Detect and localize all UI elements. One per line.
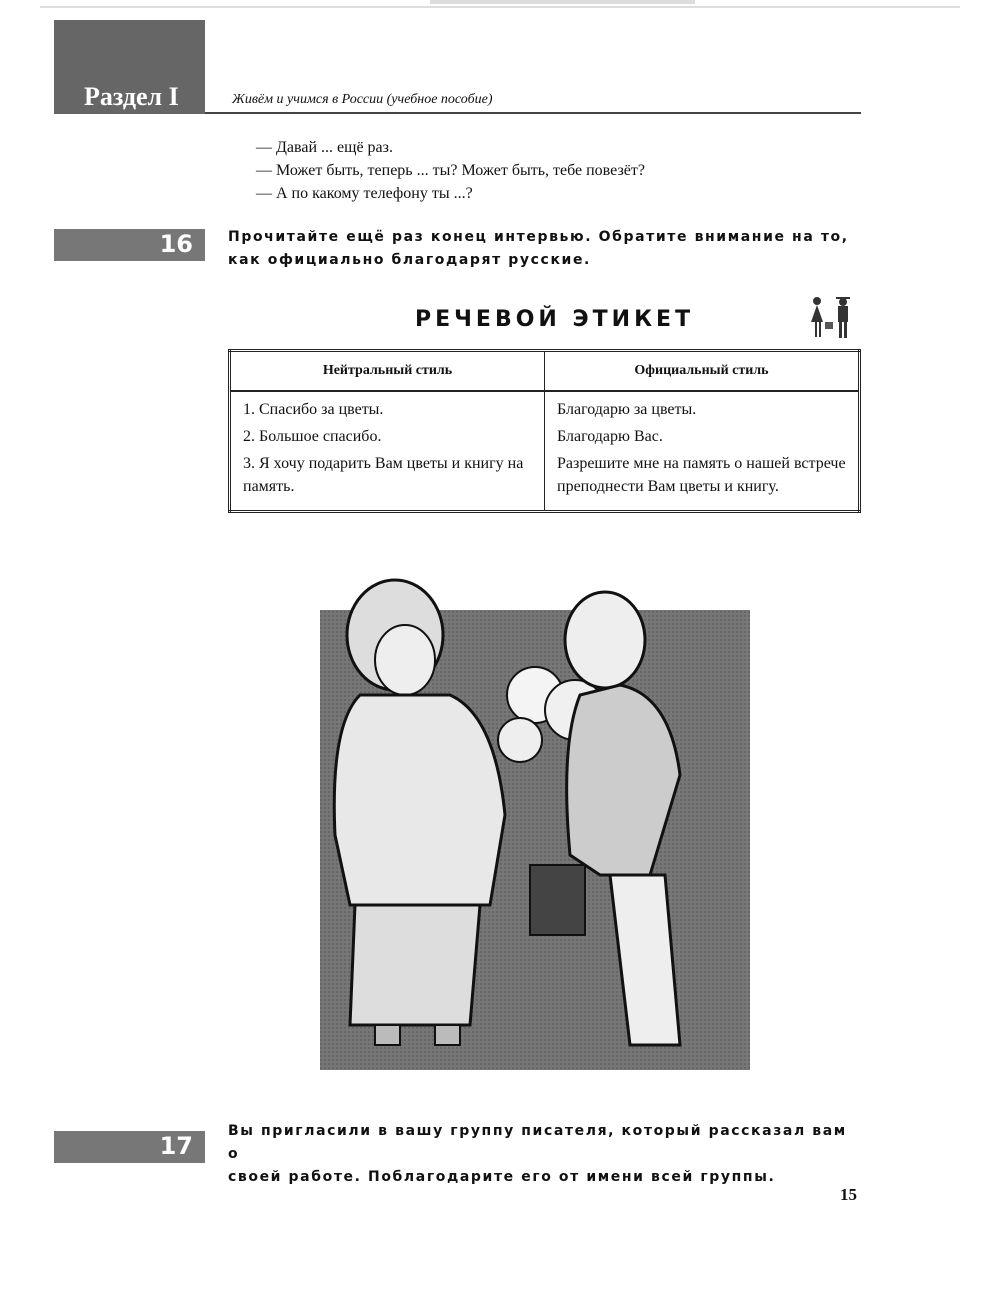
- page-number: 15: [840, 1185, 857, 1204]
- neutral-phrase: 3. Я хочу подарить Вам цветы и книгу на память.: [243, 455, 524, 495]
- exercise-16-text: [228, 226, 858, 272]
- dialog: [256, 136, 645, 205]
- exercise-17-number-box: [54, 1131, 205, 1163]
- exercise-line: Вы пригласили в вашу группу писателя, который рассказал вам о: [228, 1123, 847, 1162]
- exercise-17-text: [228, 1120, 858, 1189]
- exercise-number: 16: [159, 230, 193, 258]
- dialog-line: — А по какому телефону ты ...?: [256, 185, 473, 202]
- official-phrase: Разрешите мне на память о нашей встрече преподнести Вам цветы и книгу.: [557, 455, 846, 495]
- section-label: Раздел I: [84, 82, 179, 111]
- neutral-phrase: 2. Большое спасибо.: [243, 428, 382, 445]
- couple-figures-icon: [805, 296, 855, 340]
- official-cell: [545, 391, 860, 512]
- neutral-phrase: 1. Спасибо за цветы.: [243, 401, 384, 418]
- top-tab: [430, 0, 695, 4]
- illustration-flower-gift: [320, 575, 750, 1070]
- section-label-box: [54, 20, 205, 114]
- official-phrase: Благодарю за цветы.: [557, 401, 697, 418]
- exercise-line: как официально благодарят русские.: [228, 252, 591, 268]
- neutral-cell: [230, 391, 545, 512]
- official-phrase: Благодарю Вас.: [557, 428, 663, 445]
- column-header: Нейтральный стиль: [230, 351, 545, 392]
- book-title: Живём и учимся в России (учебное пособие): [232, 92, 493, 107]
- etiquette-table: [228, 349, 861, 513]
- dialog-line: — Может быть, теперь ... ты? Может быть, тебе повезёт?: [256, 162, 645, 179]
- exercise-line: Прочитайте ещё раз конец интервью. Обратите внимание на то,: [228, 229, 849, 245]
- etiquette-title: РЕЧЕВОЙ ЭТИКЕТ: [415, 307, 695, 332]
- header-rule: [205, 112, 861, 114]
- exercise-16-number-box: [54, 229, 205, 261]
- exercise-line: своей работе. Поблагодарите его от имени всей группы.: [228, 1169, 776, 1185]
- exercise-number: 17: [159, 1132, 193, 1160]
- top-bar: [40, 0, 960, 8]
- dialog-line: — Давай ... ещё раз.: [256, 139, 393, 156]
- column-header: Официальный стиль: [545, 351, 860, 392]
